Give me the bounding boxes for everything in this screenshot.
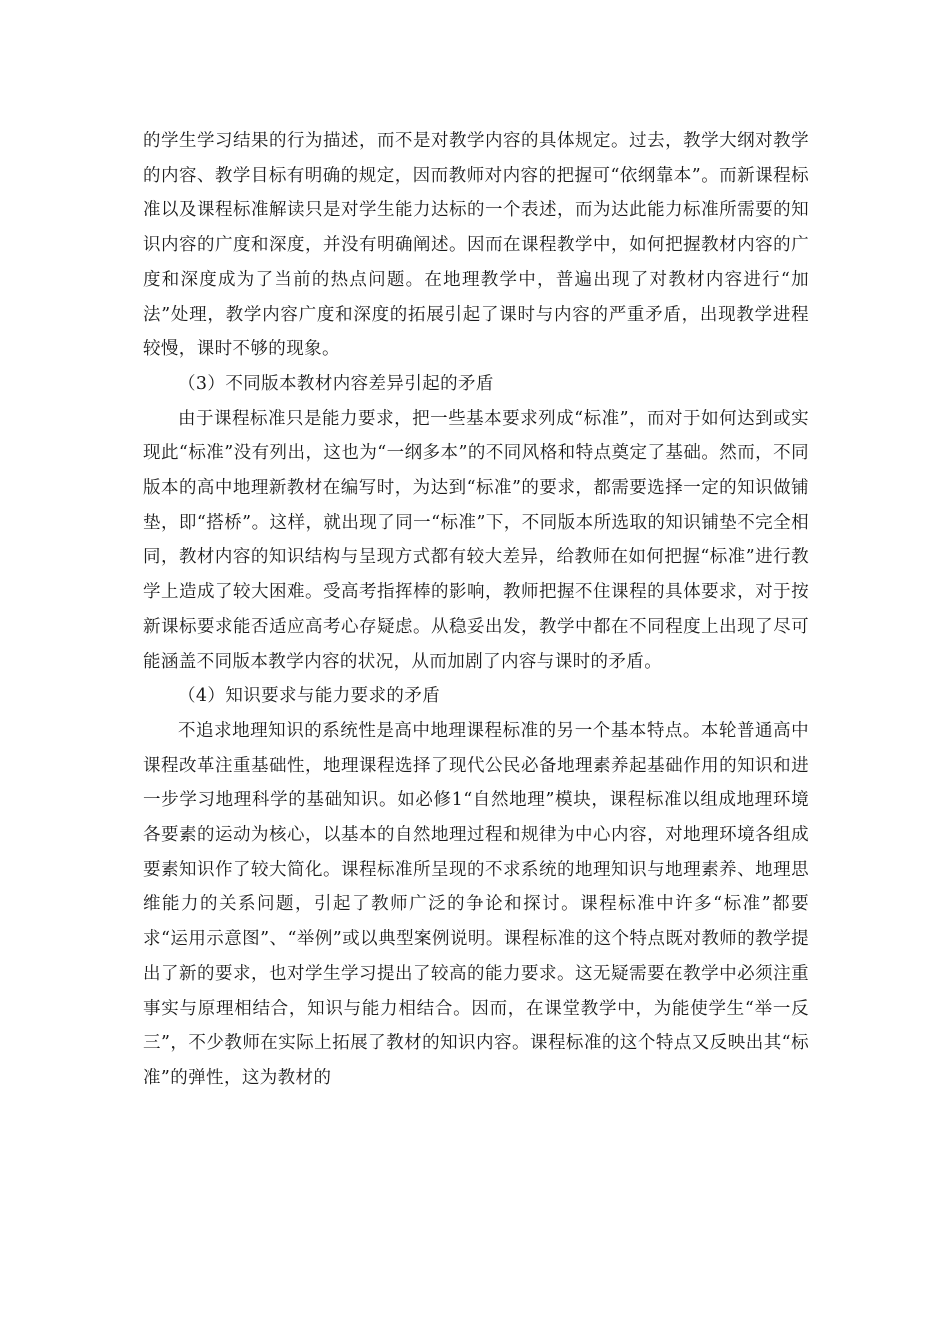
section-heading-3: （3）不同版本教材内容差异引起的矛盾 [178, 373, 494, 394]
paragraph-continued: 的学生学习结果的行为描述，而不是对教学内容的具体规定。过去，教学大纲对教学的内容、教学目标有明确的规定，因而教师对内容的把握可“依纲靠本”。而新课程标准以及课程标准解读只是对学生能力达标的一个表述，而为达此能力标准所需要的知识内容的广度和深度，并没有明确阐述。因而在课程教学中，如何把握教材内容的广度和深度成为了当前的热点问题。在地理教学中，普遍出现了对教材内容进行“加法”处理，教学内容广度和深度的拓展引起了课时与内容的严重矛盾，出现教学进程较慢，课时不够的现象。 [143, 131, 809, 360]
paragraph-section-4: 不追求地理知识的系统性是高中地理课程标准的另一个基本特点。本轮普通高中课程改革注重基础性，地理课程选择了现代公民必备地理素养起基础作用的知识和进一步学习地理科学的基础知识。如必修1“自然地理”模块，课程标准以组成地理环境各要素的运动为核心，以基本的自然地理过程和规律为中心内容，对地理环境各组成要素知识作了较大简化。课程标准所呈现的不求系统的地理知识与地理素养、地理思维能力的关系问题，引起了教师广泛的争论和探讨。课程标准中许多“标准”都要求“运用示意图”、“举例”或以典型案例说明。课程标准的这个特点既对教师的教学提出了新的要求，也对学生学习提出了较高的能力要求。这无疑需要在教学中必须注重事实与原理相结合，知识与能力相结合。因而，在课堂教学中，为能使学生“举一反三”，不少教师在实际上拓展了教材的知识内容。课程标准的这个特点又反映出其“标准”的弹性，这为教材的 [143, 720, 809, 1088]
section-heading-4: （4）知识要求与能力要求的矛盾 [178, 686, 441, 707]
paragraph-section-3: 由于课程标准只是能力要求，把一些基本要求列成“标准”，而对于如何达到或实现此“标准”没有列出，这也为“一纲多本”的不同风格和特点奠定了基础。然而，不同版本的高中地理新教材在编写时，为达到“标准”的要求，都需要选择一定的知识做铺垫，即“搭桥”。这样，就出现了同一“标准”下，不同版本所选取的知识铺垫不完全相同，教材内容的知识结构与呈现方式都有较大差异，给教师在如何把握“标准”进行教学上造成了较大困难。受高考指挥棒的影响，教师把握不住课程的具体要求，对于按新课标要求能否适应高考心存疑虑。从稳妥出发，教学中都在不同程度上出现了尽可能涵盖不同版本教学内容的状况，从而加剧了内容与课时的矛盾。 [143, 408, 809, 672]
document-body [143, 124, 809, 1096]
